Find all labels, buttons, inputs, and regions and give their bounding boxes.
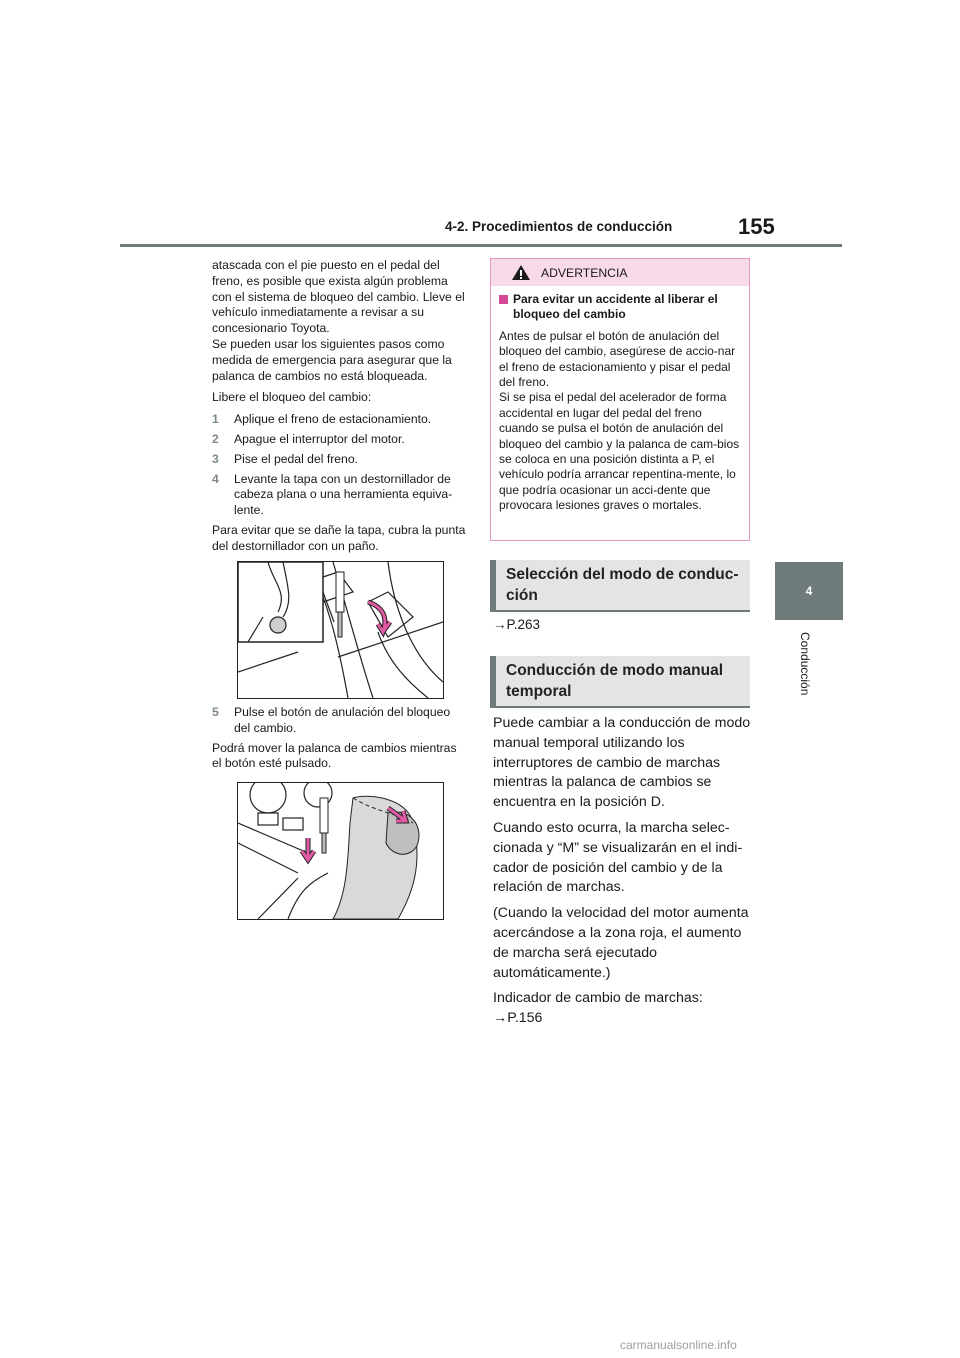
warning-text: Antes de pulsar el botón de anulación del bloqueo del cambio, asegúrese de accio-nar el freno de estacionamiento y pisar el pedal del freno. Si se pisa el pedal del acelerador de forma accidental en lugar del pedal del freno cuando se pulsa el botón de anulación del bloqueo del cambio y la palanca de cam-bios se coloca en una posición distinta a P, el vehículo podría arrancar repentina-mente, lo que podría ocasionar un acci-dente que provocara lesiones graves o mortales. <box>499 328 740 513</box>
illustration-cover-removal <box>237 561 444 699</box>
manual-mode-text <box>493 714 755 1029</box>
section-heading-drive-mode: Selección del modo de conduc-ción <box>490 560 750 610</box>
warning-box <box>490 258 750 541</box>
warning-label: ADVERTENCIA <box>541 266 628 280</box>
page-reference-link[interactable]: →P.156 <box>493 1010 543 1027</box>
step-item: 5 Pulse el botón de anulación del bloqueo del cambio. <box>212 705 451 735</box>
cover-note: Para evitar que se dañe la tapa, cubra la punta del destornillador con un paño. <box>212 522 466 553</box>
watermark: carmanualsonline.info <box>620 1338 737 1352</box>
warning-body <box>491 286 749 514</box>
step-item: 2 Apague el interruptor del motor. <box>212 431 405 446</box>
step-item: 4 Levante la tapa con un destornillador de cabeza plana o una herramienta equiva-lente. <box>212 471 453 518</box>
paragraph: (Cuando la velocidad del motor aumenta acercándose a la zona roja, el aumento de marcha será ejecutado automáticamente.) <box>493 905 749 981</box>
illustration-override-button <box>237 782 444 920</box>
pink-square-icon <box>499 295 508 304</box>
step-number: 3 <box>212 451 219 466</box>
release-instruction: Libere el bloqueo del cambio: <box>212 390 372 405</box>
header-rule <box>120 244 842 247</box>
chapter-label: Conducción <box>798 632 812 696</box>
chapter-tab[interactable] <box>775 562 843 620</box>
page-header-title: 4-2. Procedimientos de conducción <box>445 219 673 234</box>
paragraph: Cuando esto ocurra, la marcha selec-cionada y “M” se visualizarán en el indi-cador de posición del cambio y de la relación de marchas. <box>493 819 743 896</box>
step-number: 1 <box>212 412 219 427</box>
step5-block <box>212 705 467 778</box>
step-number: 2 <box>212 431 219 446</box>
left-column <box>212 258 467 561</box>
step-item: 3 Pise el pedal del freno. <box>212 451 358 466</box>
page-reference-link[interactable]: →P.263 <box>493 617 541 632</box>
page-number: 155 <box>738 214 775 239</box>
paragraph: Puede cambiar a la conducción de modo manual temporal utilizando los interruptores de cambio de marchas mientras la palanca de cambios se encuentra en la posición D. <box>493 715 751 811</box>
chapter-number: 4 <box>805 584 813 598</box>
step-item: 1 Aplique el freno de estacionamiento. <box>212 412 432 427</box>
warning-header <box>491 259 749 286</box>
step-number: 5 <box>212 705 219 719</box>
intro-paragraph: atascada con el pie puesto en el pedal del freno, es posible que exista algún problema con el sistema de bloqueo del cambio. Lleve el vehículo inmediatamente a revisar a su concesionario Toyota. Se pueden usar los siguientes pasos como medida de emergencia para asegurar que la palanca de cambios no está bloqueada. <box>212 258 465 383</box>
step-number: 4 <box>212 471 219 486</box>
paragraph: Indicador de cambio de marchas: →P.156 <box>493 990 703 1027</box>
warning-triangle-icon <box>511 264 531 281</box>
warning-subtitle: Para evitar un accidente al liberar el bloqueo del cambio <box>499 292 741 323</box>
step5-note: Podrá mover la palanca de cambios mientras el botón esté pulsado. <box>212 740 457 771</box>
section-heading-manual-mode: Conducción de modo manual temporal <box>490 656 750 706</box>
